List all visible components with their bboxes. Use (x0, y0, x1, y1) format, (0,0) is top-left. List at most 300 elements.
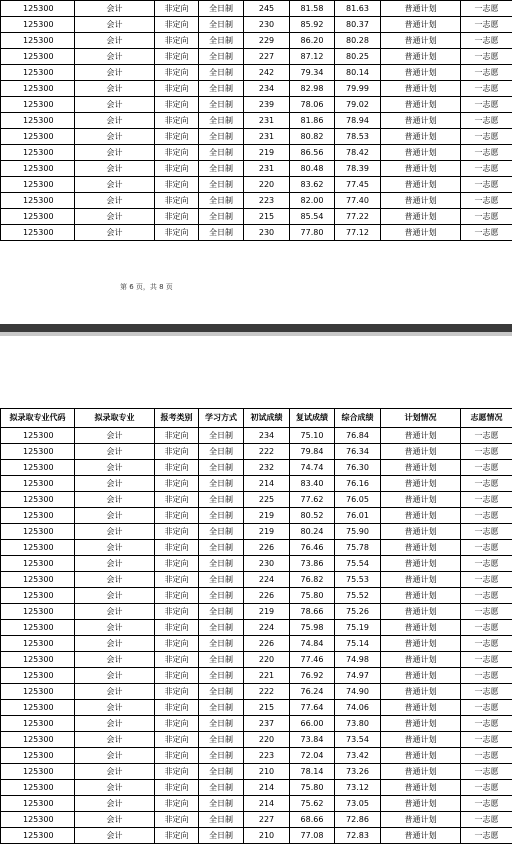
cell-major-code: 125300 (1, 17, 75, 33)
cell-total-score: 75.52 (335, 588, 381, 604)
cell-study-mode: 全日制 (199, 540, 244, 556)
cell-retest-score: 87.12 (290, 49, 335, 65)
cell-initial-score: 225 (244, 492, 290, 508)
cell-major: 会计 (75, 796, 155, 812)
admission-table-page-6 (0, 0, 512, 241)
cell-major-code: 125300 (1, 540, 75, 556)
header-category: 报考类别 (155, 409, 199, 428)
cell-major-code: 125300 (1, 225, 75, 241)
table-row (1, 572, 512, 588)
cell-retest-score: 77.80 (290, 225, 335, 241)
cell-plan: 普通计划 (381, 588, 461, 604)
cell-study-mode: 全日制 (199, 428, 244, 444)
header-retest-score: 复试成绩 (290, 409, 335, 428)
cell-major: 会计 (75, 540, 155, 556)
cell-study-mode: 全日制 (199, 49, 244, 65)
cell-initial-score: 221 (244, 668, 290, 684)
cell-initial-score: 220 (244, 732, 290, 748)
table-row (1, 476, 512, 492)
cell-initial-score: 231 (244, 113, 290, 129)
cell-plan: 普通计划 (381, 540, 461, 556)
cell-major-code: 125300 (1, 620, 75, 636)
cell-major-code: 125300 (1, 49, 75, 65)
cell-preference: 一志愿 (461, 636, 512, 652)
cell-preference: 一志愿 (461, 444, 512, 460)
cell-major-code: 125300 (1, 492, 75, 508)
cell-study-mode: 全日制 (199, 620, 244, 636)
table-row (1, 49, 512, 65)
cell-category: 非定向 (155, 209, 199, 225)
table-row (1, 33, 512, 49)
cell-retest-score: 75.80 (290, 588, 335, 604)
cell-category: 非定向 (155, 556, 199, 572)
cell-plan: 普通计划 (381, 209, 461, 225)
cell-total-score: 80.25 (335, 49, 381, 65)
cell-retest-score: 85.92 (290, 17, 335, 33)
cell-total-score: 73.54 (335, 732, 381, 748)
cell-study-mode: 全日制 (199, 161, 244, 177)
cell-major: 会计 (75, 460, 155, 476)
cell-retest-score: 86.20 (290, 33, 335, 49)
table-row (1, 492, 512, 508)
cell-plan: 普通计划 (381, 193, 461, 209)
cell-initial-score: 232 (244, 460, 290, 476)
cell-major: 会计 (75, 33, 155, 49)
cell-preference: 一志愿 (461, 209, 512, 225)
cell-total-score: 78.42 (335, 145, 381, 161)
cell-retest-score: 79.84 (290, 444, 335, 460)
cell-plan: 普通计划 (381, 428, 461, 444)
cell-preference: 一志愿 (461, 748, 512, 764)
cell-major-code: 125300 (1, 748, 75, 764)
cell-category: 非定向 (155, 476, 199, 492)
cell-major: 会计 (75, 492, 155, 508)
header-study-mode: 学习方式 (199, 409, 244, 428)
table-row (1, 652, 512, 668)
cell-retest-score: 74.74 (290, 460, 335, 476)
cell-category: 非定向 (155, 444, 199, 460)
cell-retest-score: 66.00 (290, 716, 335, 732)
cell-plan: 普通计划 (381, 828, 461, 844)
table-row (1, 828, 512, 844)
cell-plan: 普通计划 (381, 604, 461, 620)
cell-retest-score: 68.66 (290, 812, 335, 828)
cell-plan: 普通计划 (381, 81, 461, 97)
cell-study-mode: 全日制 (199, 225, 244, 241)
table-row (1, 225, 512, 241)
cell-initial-score: 230 (244, 225, 290, 241)
cell-category: 非定向 (155, 225, 199, 241)
table-row (1, 161, 512, 177)
cell-study-mode: 全日制 (199, 113, 244, 129)
cell-study-mode: 全日制 (199, 81, 244, 97)
cell-study-mode: 全日制 (199, 476, 244, 492)
cell-major-code: 125300 (1, 668, 75, 684)
cell-plan: 普通计划 (381, 129, 461, 145)
cell-total-score: 76.16 (335, 476, 381, 492)
cell-category: 非定向 (155, 524, 199, 540)
cell-plan: 普通计划 (381, 508, 461, 524)
table-row (1, 145, 512, 161)
cell-study-mode: 全日制 (199, 700, 244, 716)
cell-preference: 一志愿 (461, 113, 512, 129)
cell-major: 会计 (75, 684, 155, 700)
header-preference: 志愿情况 (461, 409, 512, 428)
cell-major: 会计 (75, 209, 155, 225)
cell-study-mode: 全日制 (199, 812, 244, 828)
cell-major: 会计 (75, 476, 155, 492)
table-row (1, 428, 512, 444)
cell-major: 会计 (75, 193, 155, 209)
cell-category: 非定向 (155, 620, 199, 636)
cell-category: 非定向 (155, 684, 199, 700)
cell-major: 会计 (75, 748, 155, 764)
cell-retest-score: 73.84 (290, 732, 335, 748)
cell-major: 会计 (75, 17, 155, 33)
cell-study-mode: 全日制 (199, 780, 244, 796)
cell-category: 非定向 (155, 780, 199, 796)
table-row (1, 636, 512, 652)
cell-total-score: 73.05 (335, 796, 381, 812)
cell-preference: 一志愿 (461, 732, 512, 748)
cell-plan: 普通计划 (381, 620, 461, 636)
cell-major: 会计 (75, 161, 155, 177)
cell-study-mode: 全日制 (199, 716, 244, 732)
cell-plan: 普通计划 (381, 636, 461, 652)
cell-major-code: 125300 (1, 556, 75, 572)
cell-plan: 普通计划 (381, 97, 461, 113)
cell-major-code: 125300 (1, 828, 75, 844)
cell-total-score: 74.06 (335, 700, 381, 716)
cell-initial-score: 220 (244, 177, 290, 193)
cell-total-score: 76.05 (335, 492, 381, 508)
cell-retest-score: 74.84 (290, 636, 335, 652)
header-initial-score: 初试成绩 (244, 409, 290, 428)
cell-preference: 一志愿 (461, 540, 512, 556)
cell-plan: 普通计划 (381, 492, 461, 508)
cell-major: 会计 (75, 81, 155, 97)
cell-initial-score: 214 (244, 780, 290, 796)
table-row (1, 508, 512, 524)
table-row (1, 556, 512, 572)
cell-initial-score: 230 (244, 17, 290, 33)
cell-plan: 普通计划 (381, 716, 461, 732)
cell-study-mode: 全日制 (199, 193, 244, 209)
cell-preference: 一志愿 (461, 668, 512, 684)
cell-preference: 一志愿 (461, 129, 512, 145)
cell-plan: 普通计划 (381, 572, 461, 588)
cell-plan: 普通计划 (381, 524, 461, 540)
cell-plan: 普通计划 (381, 33, 461, 49)
cell-study-mode: 全日制 (199, 460, 244, 476)
cell-plan: 普通计划 (381, 460, 461, 476)
cell-preference: 一志愿 (461, 716, 512, 732)
cell-total-score: 73.12 (335, 780, 381, 796)
cell-study-mode: 全日制 (199, 129, 244, 145)
cell-study-mode: 全日制 (199, 684, 244, 700)
cell-retest-score: 78.14 (290, 764, 335, 780)
cell-category: 非定向 (155, 145, 199, 161)
cell-major: 会计 (75, 524, 155, 540)
cell-preference: 一志愿 (461, 17, 512, 33)
cell-plan: 普通计划 (381, 732, 461, 748)
cell-major: 会计 (75, 49, 155, 65)
cell-preference: 一志愿 (461, 225, 512, 241)
cell-retest-score: 72.04 (290, 748, 335, 764)
cell-major: 会计 (75, 225, 155, 241)
cell-category: 非定向 (155, 49, 199, 65)
cell-preference: 一志愿 (461, 492, 512, 508)
table-row (1, 193, 512, 209)
cell-major-code: 125300 (1, 177, 75, 193)
table-row (1, 620, 512, 636)
cell-total-score: 80.14 (335, 65, 381, 81)
cell-total-score: 77.12 (335, 225, 381, 241)
cell-major-code: 125300 (1, 764, 75, 780)
cell-plan: 普通计划 (381, 748, 461, 764)
table-row (1, 444, 512, 460)
cell-total-score: 79.99 (335, 81, 381, 97)
table-row (1, 524, 512, 540)
admission-table-page-7 (0, 408, 512, 844)
cell-category: 非定向 (155, 764, 199, 780)
cell-major: 会计 (75, 828, 155, 844)
cell-major-code: 125300 (1, 716, 75, 732)
cell-major-code: 125300 (1, 572, 75, 588)
table-row (1, 588, 512, 604)
cell-category: 非定向 (155, 748, 199, 764)
cell-study-mode: 全日制 (199, 556, 244, 572)
cell-retest-score: 80.82 (290, 129, 335, 145)
cell-plan: 普通计划 (381, 796, 461, 812)
cell-retest-score: 76.24 (290, 684, 335, 700)
cell-retest-score: 78.06 (290, 97, 335, 113)
cell-plan: 普通计划 (381, 780, 461, 796)
table-row (1, 732, 512, 748)
cell-major-code: 125300 (1, 604, 75, 620)
cell-initial-score: 219 (244, 604, 290, 620)
header-major: 拟录取专业 (75, 409, 155, 428)
cell-major-code: 125300 (1, 636, 75, 652)
table-row (1, 129, 512, 145)
cell-plan: 普通计划 (381, 444, 461, 460)
cell-study-mode: 全日制 (199, 572, 244, 588)
cell-study-mode: 全日制 (199, 145, 244, 161)
cell-plan: 普通计划 (381, 812, 461, 828)
cell-preference: 一志愿 (461, 161, 512, 177)
cell-total-score: 73.26 (335, 764, 381, 780)
cell-major: 会计 (75, 556, 155, 572)
cell-initial-score: 223 (244, 193, 290, 209)
cell-category: 非定向 (155, 17, 199, 33)
cell-major-code: 125300 (1, 1, 75, 17)
cell-category: 非定向 (155, 812, 199, 828)
cell-preference: 一志愿 (461, 81, 512, 97)
cell-category: 非定向 (155, 129, 199, 145)
cell-major: 会计 (75, 780, 155, 796)
cell-total-score: 81.63 (335, 1, 381, 17)
cell-major-code: 125300 (1, 796, 75, 812)
cell-plan: 普通计划 (381, 556, 461, 572)
cell-study-mode: 全日制 (199, 209, 244, 225)
table-row (1, 97, 512, 113)
table-row (1, 668, 512, 684)
cell-category: 非定向 (155, 636, 199, 652)
table-row (1, 460, 512, 476)
cell-total-score: 72.83 (335, 828, 381, 844)
cell-major-code: 125300 (1, 476, 75, 492)
header-major-code: 拟录取专业代码 (1, 409, 75, 428)
cell-preference: 一志愿 (461, 177, 512, 193)
cell-retest-score: 77.62 (290, 492, 335, 508)
cell-preference: 一志愿 (461, 556, 512, 572)
header-plan: 计划情况 (381, 409, 461, 428)
cell-retest-score: 73.86 (290, 556, 335, 572)
cell-category: 非定向 (155, 828, 199, 844)
cell-preference: 一志愿 (461, 65, 512, 81)
cell-plan: 普通计划 (381, 476, 461, 492)
cell-retest-score: 83.40 (290, 476, 335, 492)
cell-major: 会计 (75, 129, 155, 145)
cell-study-mode: 全日制 (199, 588, 244, 604)
table-row (1, 796, 512, 812)
cell-category: 非定向 (155, 177, 199, 193)
cell-major-code: 125300 (1, 209, 75, 225)
cell-total-score: 75.53 (335, 572, 381, 588)
cell-study-mode: 全日制 (199, 652, 244, 668)
cell-plan: 普通计划 (381, 652, 461, 668)
cell-preference: 一志愿 (461, 764, 512, 780)
cell-retest-score: 75.98 (290, 620, 335, 636)
cell-major-code: 125300 (1, 161, 75, 177)
cell-total-score: 78.94 (335, 113, 381, 129)
cell-major: 会计 (75, 428, 155, 444)
cell-total-score: 75.19 (335, 620, 381, 636)
cell-plan: 普通计划 (381, 177, 461, 193)
cell-study-mode: 全日制 (199, 33, 244, 49)
cell-preference: 一志愿 (461, 193, 512, 209)
cell-category: 非定向 (155, 652, 199, 668)
cell-preference: 一志愿 (461, 97, 512, 113)
cell-initial-score: 219 (244, 524, 290, 540)
cell-major: 会计 (75, 65, 155, 81)
cell-initial-score: 245 (244, 1, 290, 17)
cell-preference: 一志愿 (461, 572, 512, 588)
cell-major: 会计 (75, 508, 155, 524)
table-row (1, 1, 512, 17)
cell-preference: 一志愿 (461, 796, 512, 812)
cell-major: 会计 (75, 764, 155, 780)
cell-category: 非定向 (155, 540, 199, 556)
table-row (1, 81, 512, 97)
cell-major: 会计 (75, 145, 155, 161)
cell-retest-score: 82.98 (290, 81, 335, 97)
cell-category: 非定向 (155, 604, 199, 620)
cell-category: 非定向 (155, 700, 199, 716)
cell-major-code: 125300 (1, 588, 75, 604)
cell-retest-score: 78.66 (290, 604, 335, 620)
cell-plan: 普通计划 (381, 17, 461, 33)
cell-preference: 一志愿 (461, 604, 512, 620)
cell-retest-score: 81.86 (290, 113, 335, 129)
cell-category: 非定向 (155, 716, 199, 732)
cell-major: 会计 (75, 572, 155, 588)
cell-major: 会计 (75, 1, 155, 17)
document-page-6 (0, 0, 512, 324)
cell-retest-score: 80.24 (290, 524, 335, 540)
cell-category: 非定向 (155, 1, 199, 17)
cell-plan: 普通计划 (381, 145, 461, 161)
cell-category: 非定向 (155, 796, 199, 812)
cell-preference: 一志愿 (461, 524, 512, 540)
cell-preference: 一志愿 (461, 428, 512, 444)
cell-initial-score: 223 (244, 748, 290, 764)
cell-initial-score: 210 (244, 764, 290, 780)
cell-major-code: 125300 (1, 524, 75, 540)
cell-study-mode: 全日制 (199, 444, 244, 460)
cell-initial-score: 220 (244, 652, 290, 668)
cell-total-score: 73.80 (335, 716, 381, 732)
cell-preference: 一志愿 (461, 476, 512, 492)
cell-category: 非定向 (155, 572, 199, 588)
cell-category: 非定向 (155, 428, 199, 444)
table-row (1, 812, 512, 828)
cell-initial-score: 224 (244, 572, 290, 588)
cell-initial-score: 210 (244, 828, 290, 844)
cell-preference: 一志愿 (461, 588, 512, 604)
cell-retest-score: 85.54 (290, 209, 335, 225)
cell-total-score: 75.26 (335, 604, 381, 620)
table-row (1, 65, 512, 81)
cell-major-code: 125300 (1, 684, 75, 700)
cell-retest-score: 82.00 (290, 193, 335, 209)
cell-total-score: 72.86 (335, 812, 381, 828)
cell-total-score: 76.30 (335, 460, 381, 476)
cell-initial-score: 224 (244, 620, 290, 636)
header-total-score: 综合成绩 (335, 409, 381, 428)
cell-initial-score: 227 (244, 49, 290, 65)
cell-preference: 一志愿 (461, 49, 512, 65)
cell-plan: 普通计划 (381, 764, 461, 780)
cell-major: 会计 (75, 177, 155, 193)
cell-study-mode: 全日制 (199, 524, 244, 540)
cell-study-mode: 全日制 (199, 748, 244, 764)
cell-major: 会计 (75, 444, 155, 460)
cell-preference: 一志愿 (461, 700, 512, 716)
cell-study-mode: 全日制 (199, 508, 244, 524)
cell-plan: 普通计划 (381, 161, 461, 177)
cell-initial-score: 226 (244, 588, 290, 604)
cell-category: 非定向 (155, 33, 199, 49)
cell-category: 非定向 (155, 65, 199, 81)
cell-retest-score: 75.10 (290, 428, 335, 444)
cell-initial-score: 230 (244, 556, 290, 572)
cell-category: 非定向 (155, 460, 199, 476)
cell-initial-score: 239 (244, 97, 290, 113)
cell-initial-score: 231 (244, 161, 290, 177)
cell-major: 会计 (75, 620, 155, 636)
cell-total-score: 77.22 (335, 209, 381, 225)
cell-major: 会计 (75, 716, 155, 732)
cell-initial-score: 215 (244, 700, 290, 716)
cell-study-mode: 全日制 (199, 732, 244, 748)
cell-major: 会计 (75, 812, 155, 828)
cell-major: 会计 (75, 604, 155, 620)
cell-retest-score: 81.58 (290, 1, 335, 17)
cell-category: 非定向 (155, 113, 199, 129)
cell-total-score: 77.40 (335, 193, 381, 209)
cell-total-score: 80.37 (335, 17, 381, 33)
